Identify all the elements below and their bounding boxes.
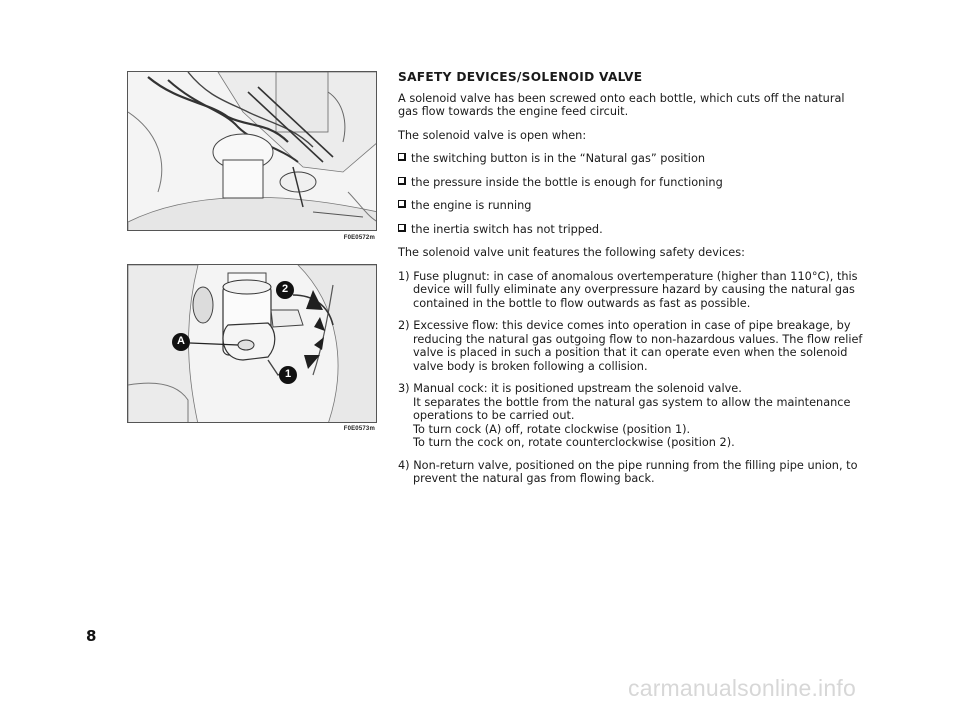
item-text: Manual cock: it is positioned upstream the solenoid valve. xyxy=(413,382,742,395)
item-extra-line: To turn the cock on, rotate counterclockwise (position 2). xyxy=(413,436,735,449)
solenoid-valve-drawing xyxy=(128,265,377,423)
bottle-valve-piping-illustration xyxy=(127,71,377,231)
item-text: Fuse plugnut: in case of anomalous overtemperature (higher than 110°C), this device will fully eliminate any overpressure hazard by causing the natural gas contained in the bottle to flow outwards as fast as possible. xyxy=(413,269,858,310)
list-item xyxy=(398,382,868,450)
checkbox-bullet-icon xyxy=(398,224,406,232)
figure-solenoid-valve xyxy=(127,264,377,432)
figure-bottle-valve xyxy=(127,71,377,241)
item-extra-line: To turn cock (A) off, rotate clockwise (position 1). xyxy=(413,422,691,436)
conditions-list xyxy=(398,152,868,236)
section-title: SAFETY DEVICES/SOLENOID VALVE xyxy=(398,70,643,84)
intro-paragraph: A solenoid valve has been screwed onto each bottle, which cuts off the natural gas flow towards the engine feed circuit. xyxy=(398,91,845,118)
item-text: Non-return valve, positioned on the pipe running from the filling pipe union, to prevent the natural gas from flowing back. xyxy=(413,458,858,485)
item-number: 1) xyxy=(398,269,410,283)
checkbox-bullet-icon xyxy=(398,200,406,208)
figure-code: F0E0572m xyxy=(343,235,375,241)
item-number: 3) xyxy=(398,382,410,395)
condition-text: the switching button is in the “Natural gas” position xyxy=(411,152,706,165)
list-item xyxy=(398,223,868,237)
figure-code: F0E0573m xyxy=(343,426,375,432)
safety-devices-list xyxy=(398,270,868,486)
page-number: 8 xyxy=(86,627,97,645)
item-number: 2) xyxy=(398,319,410,332)
list-item xyxy=(398,199,868,213)
condition-text: the pressure inside the bottle is enough for functioning xyxy=(411,175,723,189)
solenoid-valve-cock-illustration xyxy=(127,264,377,423)
checkbox-bullet-icon xyxy=(398,177,406,185)
callout-a-label: A xyxy=(177,335,185,347)
callout-2-label: 2 xyxy=(281,283,289,295)
devices-intro-paragraph: The solenoid valve unit features the following safety devices: xyxy=(398,246,745,259)
list-item xyxy=(398,459,868,486)
callout-1-label: 1 xyxy=(284,368,292,380)
section-text xyxy=(398,71,868,495)
list-item xyxy=(398,319,868,373)
open-when-paragraph: The solenoid valve is open when: xyxy=(398,128,587,142)
list-item xyxy=(398,176,868,190)
list-item xyxy=(398,270,868,311)
checkbox-bullet-icon xyxy=(398,153,406,161)
condition-text: the inertia switch has not tripped. xyxy=(411,222,603,236)
watermark: carmanualsonline.info xyxy=(628,675,856,701)
condition-text: the engine is running xyxy=(411,199,532,212)
list-item xyxy=(398,152,868,166)
item-text: Excessive flow: this device comes into operation in case of pipe breakage, by reducing the natural gas outgoing flow to non-hazardous values. The flow relief valve is placed in such a position that it can operate even when the solenoid valve body is broken following a collision. xyxy=(413,319,863,373)
bottle-valve-drawing xyxy=(128,72,377,231)
item-extra-line: It separates the bottle from the natural gas system to allow the maintenance operations to be carried out. xyxy=(413,395,851,422)
item-number: 4) xyxy=(398,458,410,472)
